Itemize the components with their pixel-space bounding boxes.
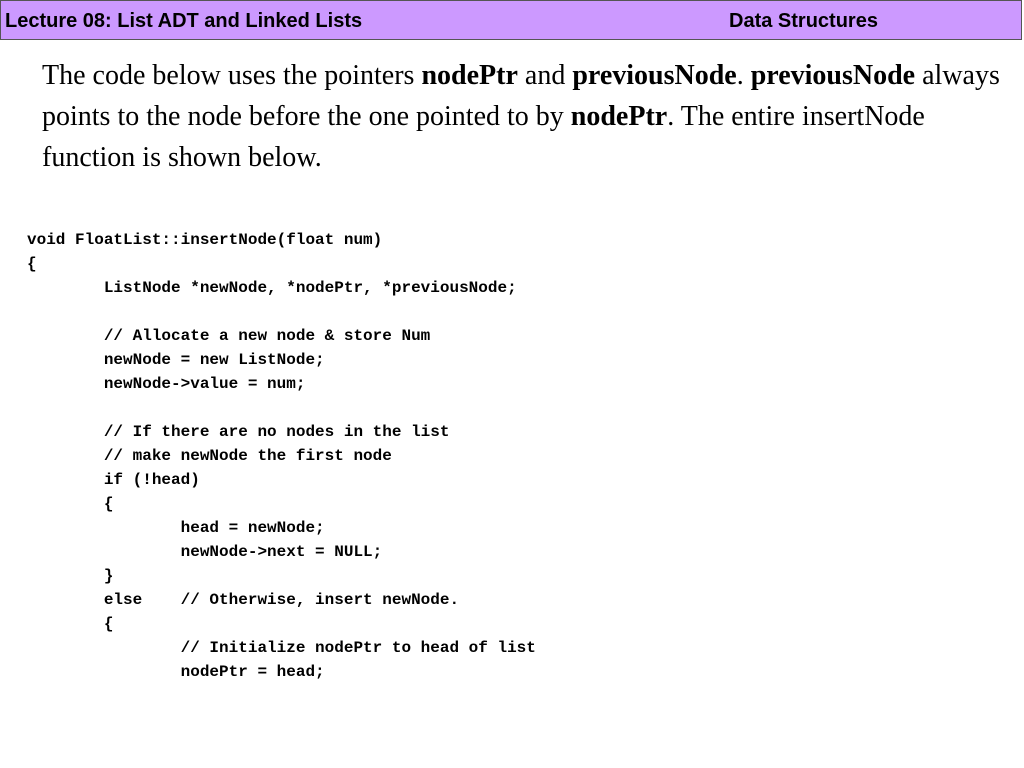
intro-bold-nodeptr: nodePtr xyxy=(421,60,518,91)
code-line xyxy=(27,300,536,324)
code-line: // make newNode the first node xyxy=(27,447,392,465)
intro-text-1: The code below uses the pointers xyxy=(42,60,422,91)
intro-text-4: always points to the node before the one pointed to by xyxy=(42,60,1000,132)
code-line: // If there are no nodes in the list xyxy=(27,423,450,441)
code-line: { xyxy=(27,615,114,633)
code-line: ListNode *newNode, *nodePtr, *previousNode; xyxy=(27,279,517,297)
intro-bold-previousnode-2: previousNode xyxy=(750,60,916,91)
code-line: head = newNode; xyxy=(27,519,325,537)
code-line xyxy=(27,396,536,420)
intro-bold-previousnode: previousNode xyxy=(572,60,737,91)
code-line: // Initialize nodePtr to head of list xyxy=(27,639,536,657)
code-line: { xyxy=(27,255,37,273)
code-line: nodePtr = head; xyxy=(27,663,325,681)
intro-text-3: . xyxy=(736,60,751,91)
code-line: newNode = new ListNode; xyxy=(27,351,325,369)
code-line: else // Otherwise, insert newNode. xyxy=(27,591,460,609)
code-line: // Allocate a new node & store Num xyxy=(27,327,431,345)
intro-text-2: and xyxy=(517,60,573,91)
intro-text-5: . The entire insertNode function is shown below. xyxy=(42,101,925,173)
code-line: } xyxy=(27,567,114,585)
code-listing xyxy=(27,228,536,684)
lecture-title: Lecture 08: List ADT and Linked Lists xyxy=(5,10,363,32)
code-line: newNode->next = NULL; xyxy=(27,543,383,561)
code-line: newNode->value = num; xyxy=(27,375,306,393)
code-line: { xyxy=(27,495,114,513)
course-title: Data Structures xyxy=(729,10,878,32)
intro-bold-nodeptr-2: nodePtr xyxy=(570,101,668,132)
intro-paragraph xyxy=(42,55,1017,178)
slide-header xyxy=(0,0,1022,40)
code-line: if (!head) xyxy=(27,471,200,489)
code-line: void FloatList::insertNode(float num) xyxy=(27,231,383,249)
